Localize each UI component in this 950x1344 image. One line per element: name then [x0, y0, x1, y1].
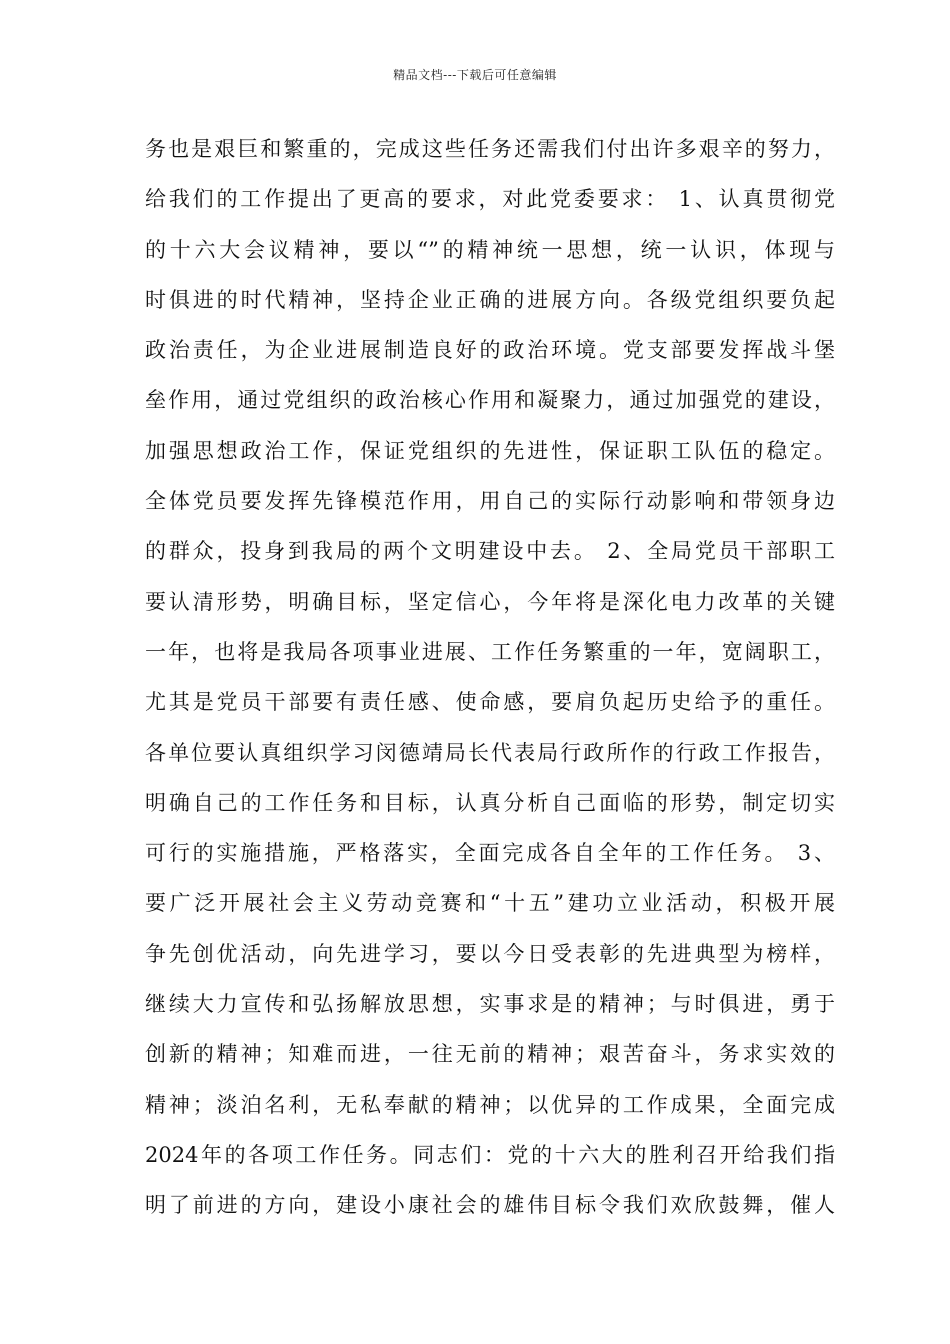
text-line: 可行的实施措施，严格落实，全面完成各自全年的工作任务。 3、	[145, 841, 835, 866]
text-line: 的群众，投身到我局的两个文明建设中去。 2、全局党员干部职工	[145, 539, 835, 564]
text-line: 要广泛开展社会主义劳动竞赛和“十五”建功立业活动，积极开展	[145, 891, 835, 916]
text-line: 创新的精神；知难而进，一往无前的精神；艰苦奋斗，务求实效的	[145, 1042, 835, 1067]
text-line: 务也是艰巨和繁重的，完成这些任务还需我们付出许多艰辛的努力，	[145, 137, 835, 161]
body-text	[145, 130, 835, 1237]
text-line: 给我们的工作提出了更高的要求，对此党委要求： 1、认真贯彻党	[145, 187, 835, 212]
text-line: 精神；淡泊名利，无私奉献的精神；以优异的工作成果，全面完成	[145, 1092, 835, 1117]
text-line: 政治责任，为企业进展制造良好的政治环境。党支部要发挥战斗堡	[145, 338, 835, 363]
text-line: 加强思想政治工作，保证党组织的先进性，保证职工队伍的稳定。	[145, 438, 835, 463]
text-line: 全体党员要发挥先锋模范作用，用自己的实际行动影响和带领身边	[145, 489, 835, 514]
text-line: 尤其是党员干部要有责任感、使命感，要肩负起历史给予的重任。	[145, 690, 835, 715]
text-line: 明确自己的工作任务和目标，认真分析自己面临的形势，制定切实	[145, 790, 835, 815]
text-line: 继续大力宣传和弘扬解放思想，实事求是的精神；与时俱进，勇于	[145, 992, 835, 1017]
text-line: 时俱进的时代精神，坚持企业正确的进展方向。各级党组织要负起	[145, 287, 835, 312]
text-line: 各单位要认真组织学习闵德靖局长代表局行政所作的行政工作报告，	[145, 740, 835, 765]
page-header: 精品文档---下载后可任意编辑	[393, 68, 557, 82]
text-line: 明了前进的方向，建设小康社会的雄伟目标令我们欢欣鼓舞，催人	[145, 1193, 835, 1218]
text-line: 争先创优活动，向先进学习，要以今日受表彰的先进典型为榜样，	[145, 941, 835, 966]
text-line: 垒作用，通过党组织的政治核心作用和凝聚力，通过加强党的建设，	[145, 388, 835, 413]
text-line: 2024年的各项工作任务。同志们：党的十六大的胜利召开给我们指	[145, 1142, 835, 1167]
text-line: 一年，也将是我局各项事业进展、工作任务繁重的一年，宽阔职工，	[145, 639, 835, 664]
text-line: 的十六大会议精神，要以“”的精神统一思想，统一认识，体现与	[145, 237, 835, 262]
text-line: 要认清形势，明确目标，坚定信心，今年将是深化电力改革的关键	[145, 589, 835, 614]
